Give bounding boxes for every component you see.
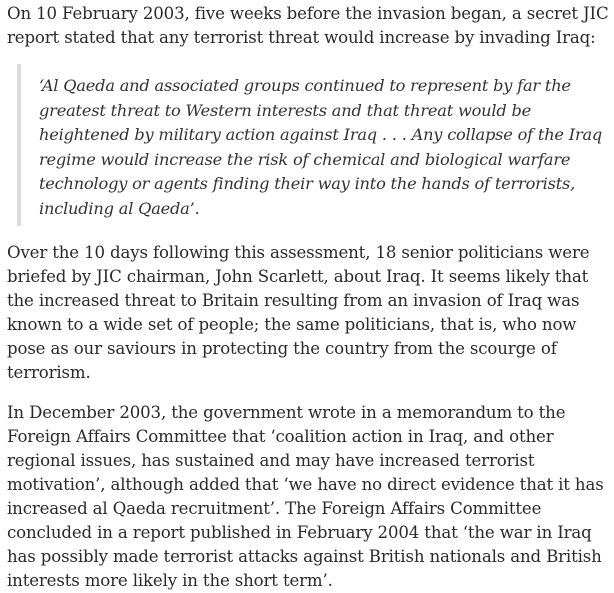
block-quote (17, 64, 611, 226)
article-body (7, 2, 611, 593)
quote-text: ‘Al Qaeda and associated groups continued to represent by far the greatest threat to Western interests and that threat would be heightened by military action against Iraq . . . Any collapse of the Iraq regime would increase the risk of chemical and biological warfare technology or agents finding their way into the hands of terrorists, including al Qaeda’. (39, 76, 603, 218)
paragraph-foreign-affairs-committee: In December 2003, the government wrote in a memorandum to the Foreign Affairs Committee that ‘coalition action in Iraq, and other regional issues, has sustained and may have increased terrorist motivation’, although added that ‘we have no direct evidence that it has increased al Qaeda recruitment’. The Foreign Affairs Committee concluded in a report published in February 2004 that ‘the war in Iraq has possibly made terrorist attacks against British nationals and British interests more likely in the short term’. (7, 403, 604, 590)
paragraph-senior-politicians: Over the 10 days following this assessment, 18 senior politicians were briefed by JIC chairman, John Scarlett, about Iraq. It seems likely that the increased threat to Britain resulting from an invasion of Iraq was known to a wide set of people; the same politicians, that is, who now pose as our saviours in protecting the country from the scourge of terrorism. (7, 243, 590, 382)
paragraph-jic-report-intro: On 10 February 2003, five weeks before the invasion began, a secret JIC report stated that any terrorist threat would increase by invading Iraq: (7, 4, 609, 47)
